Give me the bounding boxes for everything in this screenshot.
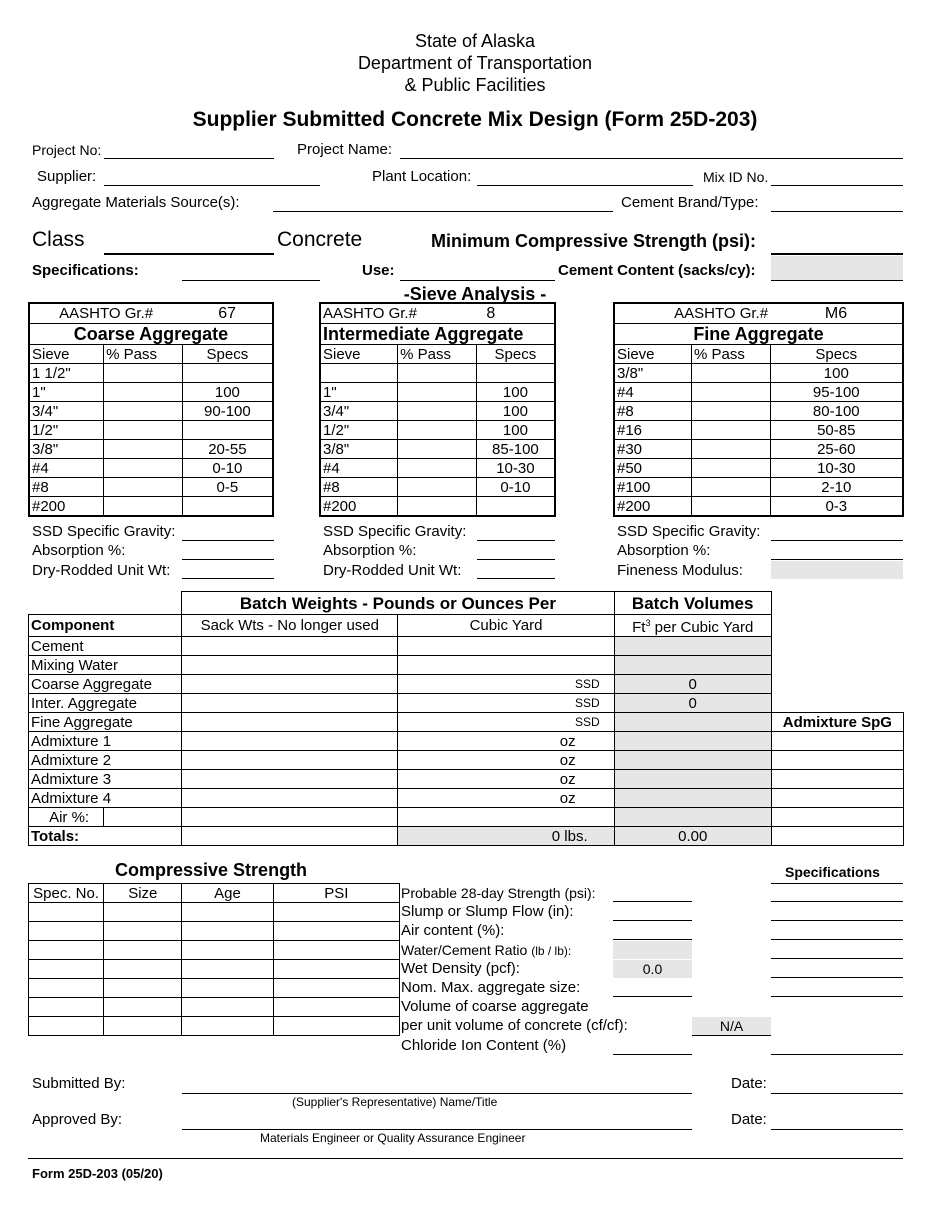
use-field[interactable] (400, 280, 555, 281)
sieve-cell: #4 (614, 383, 692, 402)
volume-cell (614, 770, 771, 789)
header-department: Department of Transportation (357, 53, 593, 73)
component-name: Mixing Water (29, 656, 182, 675)
cubic-yard-header: Cubic Yard (398, 615, 614, 637)
inter-ssd-label: SSD Specific Gravity: (323, 523, 467, 540)
inter-unitwt-field[interactable] (477, 578, 555, 579)
totals-label: Totals: (29, 827, 182, 846)
component-name: Admixture 2 (29, 751, 182, 770)
project-no-label: Project No: (32, 142, 102, 158)
spec-cell: 20-55 (182, 440, 273, 459)
strength-cell[interactable] (182, 979, 273, 998)
col-header: PSI (273, 884, 399, 903)
strength-cell[interactable] (29, 979, 104, 998)
cement-content-field[interactable] (771, 256, 903, 281)
cy-cell[interactable]: SSD (398, 694, 614, 713)
admixture-spg-cell[interactable] (771, 732, 903, 751)
submitted-by-label: Submitted By: (32, 1075, 126, 1092)
intermediate-aggregate-table (319, 302, 556, 517)
admixture-spg-cell[interactable] (771, 808, 903, 827)
concrete-label: Concrete (277, 228, 363, 251)
submitted-by-field[interactable] (182, 1093, 692, 1094)
spec-cell: 10-30 (770, 459, 903, 478)
fine-fm-field[interactable] (771, 561, 903, 579)
spec-cell (182, 497, 273, 517)
cy-cell[interactable] (398, 637, 614, 656)
sieve-cell: 1/2" (320, 421, 398, 440)
sieve-analysis-title: -Sieve Analysis - (403, 284, 547, 304)
component-header: Component (29, 615, 182, 637)
air-cy-cell (398, 808, 614, 827)
inter-absorption-label: Absorption %: (323, 542, 417, 559)
wc-ratio-field (613, 941, 692, 959)
strength-cell[interactable] (29, 903, 104, 922)
sack-cell (182, 675, 398, 694)
pass-cell[interactable] (104, 402, 183, 421)
inter-unitwt-label: Dry-Rodded Unit Wt: (323, 562, 462, 579)
cement-brand-field[interactable] (771, 211, 903, 212)
cy-cell[interactable]: SSD (398, 675, 614, 694)
sack-cell (182, 732, 398, 751)
col-header: % Pass (398, 345, 477, 364)
approved-caption: Materials Engineer or Quality Assurance Engineer (260, 1131, 526, 1145)
pass-cell[interactable] (398, 421, 477, 440)
prop-value-field[interactable] (613, 920, 692, 921)
approved-date-label: Date: (731, 1111, 767, 1128)
coarse-volume-value: N/A (692, 1017, 771, 1036)
cy-cell[interactable]: oz (398, 770, 614, 789)
volume-cell (614, 751, 771, 770)
sieve-cell: #200 (29, 497, 104, 517)
fine-fm-label: Fineness Modulus: (617, 562, 743, 579)
spec-value-field[interactable] (771, 939, 903, 940)
spec-cell: 2-10 (770, 478, 903, 497)
plant-location-field[interactable] (477, 185, 693, 186)
pass-cell[interactable] (692, 364, 771, 383)
cy-cell[interactable]: oz (398, 751, 614, 770)
pass-cell[interactable] (104, 421, 183, 440)
submitted-date-field[interactable] (771, 1093, 903, 1094)
prop-label: Chloride Ion Content (%) (401, 1037, 567, 1054)
batch-table (28, 591, 904, 846)
compressive-title: Compressive Strength (115, 860, 308, 880)
fine-title: Fine Aggregate (614, 324, 903, 345)
spec-value-field[interactable] (771, 920, 903, 921)
air-volume-cell (614, 808, 771, 827)
compressive-table (28, 883, 400, 1036)
specifications-field[interactable] (182, 280, 320, 281)
spec-cell (476, 364, 555, 383)
sieve-cell: 3/8" (29, 440, 104, 459)
sieve-cell: 1/2" (29, 421, 104, 440)
spec-cell: 100 (476, 383, 555, 402)
submitted-caption: (Supplier's Representative) Name/Title (292, 1095, 498, 1109)
col-header: Specs (182, 345, 273, 364)
air-value[interactable] (104, 808, 182, 827)
spec-cell: 0-3 (770, 497, 903, 517)
spec-cell: 0-5 (182, 478, 273, 497)
project-name-label: Project Name: (297, 141, 393, 158)
sieve-cell: #16 (614, 421, 692, 440)
specifications-title: Specifications (785, 864, 880, 880)
col-header: Sieve (29, 345, 104, 364)
spec-title-underline (771, 883, 903, 884)
strength-cell[interactable] (29, 941, 104, 960)
spec-cell (476, 497, 555, 517)
cy-cell[interactable] (398, 656, 614, 675)
sack-cell (182, 656, 398, 675)
sieve-cell: 1 1/2" (29, 364, 104, 383)
sack-cell (182, 808, 398, 827)
spec-cell (182, 364, 273, 383)
fine-absorption-label: Absorption %: (617, 542, 711, 559)
submitted-date-label: Date: (731, 1075, 767, 1092)
mix-id-label: Mix ID No. (703, 169, 769, 185)
supplier-field[interactable] (104, 185, 320, 186)
sieve-cell: #50 (614, 459, 692, 478)
project-no-field[interactable] (104, 158, 274, 159)
pass-cell[interactable] (398, 383, 477, 402)
inter-absorption-field[interactable] (477, 559, 555, 560)
spec-cell: 0-10 (182, 459, 273, 478)
strength-cell[interactable] (273, 941, 399, 960)
pass-cell[interactable] (692, 478, 771, 497)
volume-cell (614, 732, 771, 751)
pass-cell[interactable] (104, 497, 183, 517)
prop-label: Volume of coarse aggregate (401, 998, 589, 1015)
sieve-cell: 3/8" (320, 440, 398, 459)
component-name: Admixture 1 (29, 732, 182, 751)
sack-cell (182, 751, 398, 770)
pass-cell[interactable] (398, 478, 477, 497)
volume-cell (614, 637, 771, 656)
admixture-spg-header: Admixture SpG (771, 713, 903, 732)
strength-cell[interactable] (104, 979, 182, 998)
spec-cell: 90-100 (182, 402, 273, 421)
sieve-cell: #4 (320, 459, 398, 478)
pass-cell[interactable] (692, 402, 771, 421)
pass-cell[interactable] (692, 497, 771, 517)
prop-value-field[interactable] (613, 901, 692, 902)
header-facilities: & Public Facilities (404, 75, 546, 95)
coarse-absorption-field[interactable] (182, 559, 274, 560)
coarse-title: Coarse Aggregate (29, 324, 273, 345)
coarse-ssd-field[interactable] (182, 540, 274, 541)
volume-cell (614, 713, 771, 732)
sieve-cell: 1" (320, 383, 398, 402)
prop-label: Slump or Slump Flow (in): (401, 903, 574, 920)
col-header: Specs (770, 345, 903, 364)
min-strength-field[interactable] (771, 253, 903, 255)
strength-cell[interactable] (182, 960, 273, 979)
strength-cell[interactable] (273, 979, 399, 998)
coarse-unitwt-label: Dry-Rodded Unit Wt: (32, 562, 171, 579)
strength-cell[interactable] (104, 960, 182, 979)
spec-cell: 95-100 (770, 383, 903, 402)
class-field[interactable] (104, 253, 274, 255)
wc-ratio-units: (lb / lb): (531, 944, 572, 958)
spec-cell: 100 (476, 402, 555, 421)
pass-cell[interactable] (692, 383, 771, 402)
approved-date-field[interactable] (771, 1129, 903, 1130)
spec-value-field[interactable] (771, 996, 903, 997)
strength-cell[interactable] (104, 1017, 182, 1036)
sieve-cell: #8 (320, 478, 398, 497)
pass-cell[interactable] (104, 440, 183, 459)
strength-cell[interactable] (273, 903, 399, 922)
cement-content-label: Cement Content (sacks/cy): (558, 262, 756, 279)
strength-cell[interactable] (104, 903, 182, 922)
pass-cell[interactable] (104, 478, 183, 497)
strength-cell[interactable] (273, 998, 399, 1017)
mix-id-field[interactable] (771, 185, 903, 186)
sack-header: Sack Wts - No longer used (182, 615, 398, 637)
supplier-label: Supplier: (37, 168, 97, 185)
sack-cell (182, 789, 398, 808)
approved-by-label: Approved By: (32, 1111, 123, 1128)
pass-cell[interactable] (104, 364, 183, 383)
sieve-cell: 1" (29, 383, 104, 402)
totals-spg-cell (771, 827, 903, 846)
sieve-cell: #100 (614, 478, 692, 497)
coarse-aggregate-table (28, 302, 274, 517)
pass-cell[interactable] (398, 497, 477, 517)
cy-cell[interactable]: SSD (398, 713, 614, 732)
cy-cell[interactable]: oz (398, 789, 614, 808)
prop-label: Air content (%): (401, 922, 505, 939)
sieve-cell: #200 (320, 497, 398, 517)
sieve-cell: #8 (614, 402, 692, 421)
fine-absorption-field[interactable] (771, 559, 903, 560)
spec-cell: 80-100 (770, 402, 903, 421)
volume-header-sup: 3 (645, 618, 651, 628)
wc-ratio-label: Water/Cement Ratio (401, 942, 528, 958)
prop-label: Wet Density (pcf): (401, 960, 520, 977)
strength-cell[interactable] (104, 998, 182, 1017)
strength-cell[interactable] (29, 922, 104, 941)
volume-cell (614, 656, 771, 675)
coarse-unitwt-field[interactable] (182, 578, 274, 579)
spec-cell: 25-60 (770, 440, 903, 459)
component-name: Cement (29, 637, 182, 656)
spec-cell: 10-30 (476, 459, 555, 478)
pass-cell[interactable] (398, 440, 477, 459)
sieve-cell: 3/4" (320, 402, 398, 421)
specifications-label: Specifications: (32, 262, 139, 279)
coarse-aashto-value[interactable]: 67 (218, 305, 237, 322)
spec-cell: 100 (182, 383, 273, 402)
component-name: Inter. Aggregate (29, 694, 182, 713)
pass-cell[interactable] (398, 459, 477, 478)
spec-cell: 50-85 (770, 421, 903, 440)
strength-cell[interactable] (273, 960, 399, 979)
fine-aashto-label: AASHTO Gr.# (674, 305, 769, 322)
fine-aashto-value[interactable]: M6 (824, 305, 848, 322)
coarse-ssd-label: SSD Specific Gravity: (32, 523, 176, 540)
agg-source-field[interactable] (273, 211, 613, 212)
spec-value-field[interactable] (771, 977, 903, 978)
sack-cell (182, 770, 398, 789)
strength-cell[interactable] (273, 922, 399, 941)
spec-value-field[interactable] (771, 901, 903, 902)
component-name: Admixture 4 (29, 789, 182, 808)
batch-volumes-title: Batch Volumes (614, 592, 771, 615)
volume-header (614, 615, 771, 637)
sieve-cell: #200 (614, 497, 692, 517)
col-header: Sieve (614, 345, 692, 364)
use-label: Use: (362, 262, 395, 279)
prop-label: Nom. Max. aggregate size: (401, 979, 581, 996)
volume-cell: 0 (614, 675, 771, 694)
strength-cell[interactable] (29, 998, 104, 1017)
strength-cell[interactable] (29, 960, 104, 979)
coarse-absorption-label: Absorption %: (32, 542, 126, 559)
strength-cell[interactable] (29, 1017, 104, 1036)
admixture-spg-cell[interactable] (771, 751, 903, 770)
col-header: Age (182, 884, 273, 903)
spec-cell: 100 (476, 421, 555, 440)
strength-cell[interactable] (104, 941, 182, 960)
footer-divider (28, 1158, 903, 1159)
prop-value-field[interactable] (613, 939, 692, 940)
sieve-cell: #8 (29, 478, 104, 497)
sieve-cell (320, 364, 398, 383)
sieve-cell: 3/8" (614, 364, 692, 383)
inter-title: Intermediate Aggregate (320, 324, 555, 345)
spec-value-field[interactable] (771, 958, 903, 959)
col-header: % Pass (104, 345, 183, 364)
admixture-spg-cell[interactable] (771, 770, 903, 789)
component-name: Admixture 3 (29, 770, 182, 789)
inter-ssd-field[interactable] (477, 540, 555, 541)
strength-cell[interactable] (182, 1017, 273, 1036)
agg-source-label: Aggregate Materials Source(s): (32, 194, 240, 211)
col-header: Specs (476, 345, 555, 364)
fine-ssd-field[interactable] (771, 540, 903, 541)
project-name-field[interactable] (400, 158, 903, 159)
page-title: Supplier Submitted Concrete Mix Design (Form 25D-203) (192, 108, 758, 131)
sieve-cell: 3/4" (29, 402, 104, 421)
pass-cell[interactable] (692, 440, 771, 459)
min-strength-label: Minimum Compressive Strength (psi): (431, 231, 757, 251)
sack-cell (182, 694, 398, 713)
strength-cell[interactable] (104, 922, 182, 941)
form-number: Form 25D-203 (05/20) (32, 1166, 163, 1181)
approved-by-field[interactable] (182, 1129, 692, 1130)
prop-value-field[interactable] (613, 996, 692, 997)
component-name: Coarse Aggregate (29, 675, 182, 694)
pass-cell[interactable] (692, 421, 771, 440)
totals-volume: 0.00 (614, 827, 771, 846)
spec-value-field[interactable] (771, 1054, 903, 1055)
admixture-spg-cell[interactable] (771, 789, 903, 808)
strength-cell[interactable] (182, 903, 273, 922)
col-header: Sieve (320, 345, 398, 364)
class-label: Class (32, 228, 85, 251)
prop-label: per unit volume of concrete (cf/cf): (401, 1017, 628, 1034)
strength-cell[interactable] (273, 1017, 399, 1036)
plant-location-label: Plant Location: (372, 168, 472, 185)
totals-lbs: 0 lbs. (398, 827, 614, 846)
volume-cell (614, 789, 771, 808)
pass-cell[interactable] (692, 459, 771, 478)
inter-aashto-value[interactable]: 8 (486, 305, 496, 322)
coarse-aashto-label: AASHTO Gr.# (59, 305, 154, 322)
prop-label (401, 942, 571, 958)
sieve-cell: #30 (614, 440, 692, 459)
spec-cell: 0-10 (476, 478, 555, 497)
pass-cell[interactable] (104, 383, 183, 402)
cement-brand-label: Cement Brand/Type: (621, 194, 759, 211)
wet-density-value: 0.0 (613, 960, 692, 978)
volume-header-rest: per Cubic Yard (650, 619, 754, 636)
fine-aggregate-table (613, 302, 904, 517)
strength-cell[interactable] (182, 998, 273, 1017)
volume-cell: 0 (614, 694, 771, 713)
sieve-cell: #4 (29, 459, 104, 478)
col-header: Size (104, 884, 182, 903)
strength-cell[interactable] (182, 941, 273, 960)
spec-cell: 85-100 (476, 440, 555, 459)
pass-cell[interactable] (398, 402, 477, 421)
spec-cell: 100 (770, 364, 903, 383)
col-header: Spec. No. (29, 884, 104, 903)
sack-cell (182, 713, 398, 732)
cy-cell[interactable]: oz (398, 732, 614, 751)
air-label: Air %: (29, 808, 104, 827)
component-name: Fine Aggregate (29, 713, 182, 732)
spec-cell (182, 421, 273, 440)
fine-ssd-label: SSD Specific Gravity: (617, 523, 761, 540)
totals-sack-cell (182, 827, 398, 846)
prop-value-field[interactable] (613, 1054, 692, 1055)
prop-label: Probable 28-day Strength (psi): (401, 885, 596, 901)
header-state: State of Alaska (414, 31, 536, 51)
col-header: % Pass (692, 345, 771, 364)
pass-cell[interactable] (104, 459, 183, 478)
sack-cell (182, 637, 398, 656)
pass-cell[interactable] (398, 364, 477, 383)
batch-weights-title: Batch Weights - Pounds or Ounces Per (182, 592, 614, 615)
volume-header-ft: Ft (632, 619, 646, 636)
inter-aashto-label: AASHTO Gr.# (323, 305, 417, 322)
strength-cell[interactable] (182, 922, 273, 941)
